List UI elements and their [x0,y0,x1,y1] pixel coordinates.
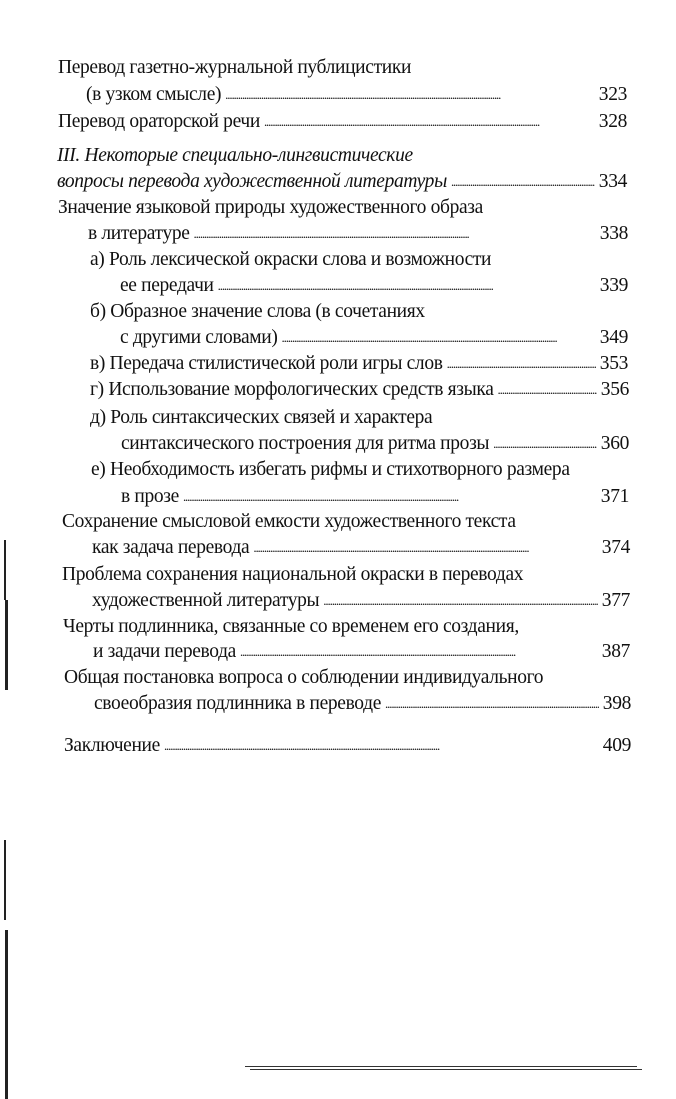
page-number: 409 [602,735,631,756]
toc-entry[interactable] [94,691,631,717]
dot-leader [225,81,595,108]
toc-line [57,143,413,169]
page-number: 398 [602,693,631,714]
toc-entry[interactable] [86,82,627,108]
toc-entry[interactable] [92,535,630,561]
dot-leader [253,534,597,561]
toc-text: Перевод газетно-журнальной публицистики [58,57,412,78]
toc-entry[interactable] [93,639,630,665]
toc-text: (в узком смысле) [86,84,222,105]
toc-text: Значение языковой природы художественного образа [58,197,483,218]
page-number: 328 [598,111,627,132]
toc-entry[interactable] [121,484,629,510]
toc-text: как задача перевода [92,537,250,558]
toc-text: г) Использование морфологических средств языка [90,379,494,400]
toc-text: в литературе [88,223,190,244]
toc-text: синтаксического построения для ритма прозы [121,433,490,454]
toc-entry[interactable] [57,169,627,195]
bottom-rule [245,1066,637,1067]
page-number: 353 [599,353,628,374]
toc-line [62,562,523,588]
toc-text: и задачи перевода [93,641,236,662]
dot-leader [183,483,597,510]
page-number: 323 [598,84,627,105]
page-number: 371 [600,486,629,507]
toc-entry[interactable] [120,273,628,299]
toc-entry[interactable] [92,588,630,614]
dot-leader [264,108,595,135]
toc-text: Общая постановка вопроса о соблюдении индивидуального [64,667,544,688]
toc-entry[interactable] [121,431,629,457]
scan-mark [4,840,6,920]
toc-line [58,55,411,81]
toc-line [58,195,483,221]
dot-leader [493,430,597,457]
toc-text: художественной литературы [92,590,320,611]
toc-text: своеобразия подлинника в переводе [94,693,382,714]
page-number: 339 [599,275,628,296]
toc-section-heading: III. Некоторые специально-лингвистические [57,145,413,166]
toc-text: Заключение [64,735,160,756]
toc-text: ее передачи [120,275,214,296]
toc-text: в) Передача стилистической роли игры слов [90,353,443,374]
toc-text: Сохранение смысловой емкости художественного текста [62,511,516,532]
toc-text: Черты подлинника, связанные со временем его создания, [63,616,519,637]
page-number: 356 [600,379,629,400]
toc-entry[interactable] [90,377,629,403]
toc-line [90,299,425,325]
page-number: 338 [599,223,628,244]
toc-section-heading: вопросы перевода художественной литературы [57,171,447,192]
scan-mark [5,600,8,690]
toc-entry[interactable] [58,109,627,135]
toc-entry[interactable] [90,351,628,377]
dot-leader [385,690,599,717]
toc-line [90,405,432,431]
dot-leader [164,732,599,759]
dot-leader [447,350,596,377]
bottom-rule [250,1069,642,1070]
page-number: 377 [601,590,630,611]
dot-leader [498,376,597,403]
page-number: 387 [601,641,630,662]
toc-line [62,509,516,535]
toc-text: б) Образное значение слова (в сочетаниях [90,301,425,322]
toc-text: в прозе [121,486,179,507]
toc-line [63,614,519,640]
toc-text: Проблема сохранения национальной окраски в переводах [62,564,524,585]
toc-text: с другими словами) [120,327,278,348]
dot-leader [282,324,596,351]
page-number: 360 [600,433,629,454]
toc-entry[interactable] [120,325,628,351]
toc-line [64,665,543,691]
dot-leader [218,272,596,299]
scan-mark [4,540,6,600]
dot-leader [451,168,595,195]
page-number: 374 [601,537,630,558]
toc-entry[interactable] [64,733,631,759]
dot-leader [194,220,596,247]
scan-mark [5,930,8,1099]
toc-text: д) Роль синтаксических связей и характера [90,407,433,428]
toc-line [90,247,491,273]
toc-text: е) Необходимость избегать рифмы и стихотворного размера [91,459,570,480]
toc-line [91,457,570,483]
toc-text: а) Роль лексической окраски слова и возможности [90,249,492,270]
dot-leader [323,587,598,614]
page-number: 349 [599,327,628,348]
toc-text: Перевод ораторской речи [58,111,260,132]
dot-leader [240,638,598,665]
page-number: 334 [598,171,627,192]
toc-entry[interactable] [88,221,628,247]
